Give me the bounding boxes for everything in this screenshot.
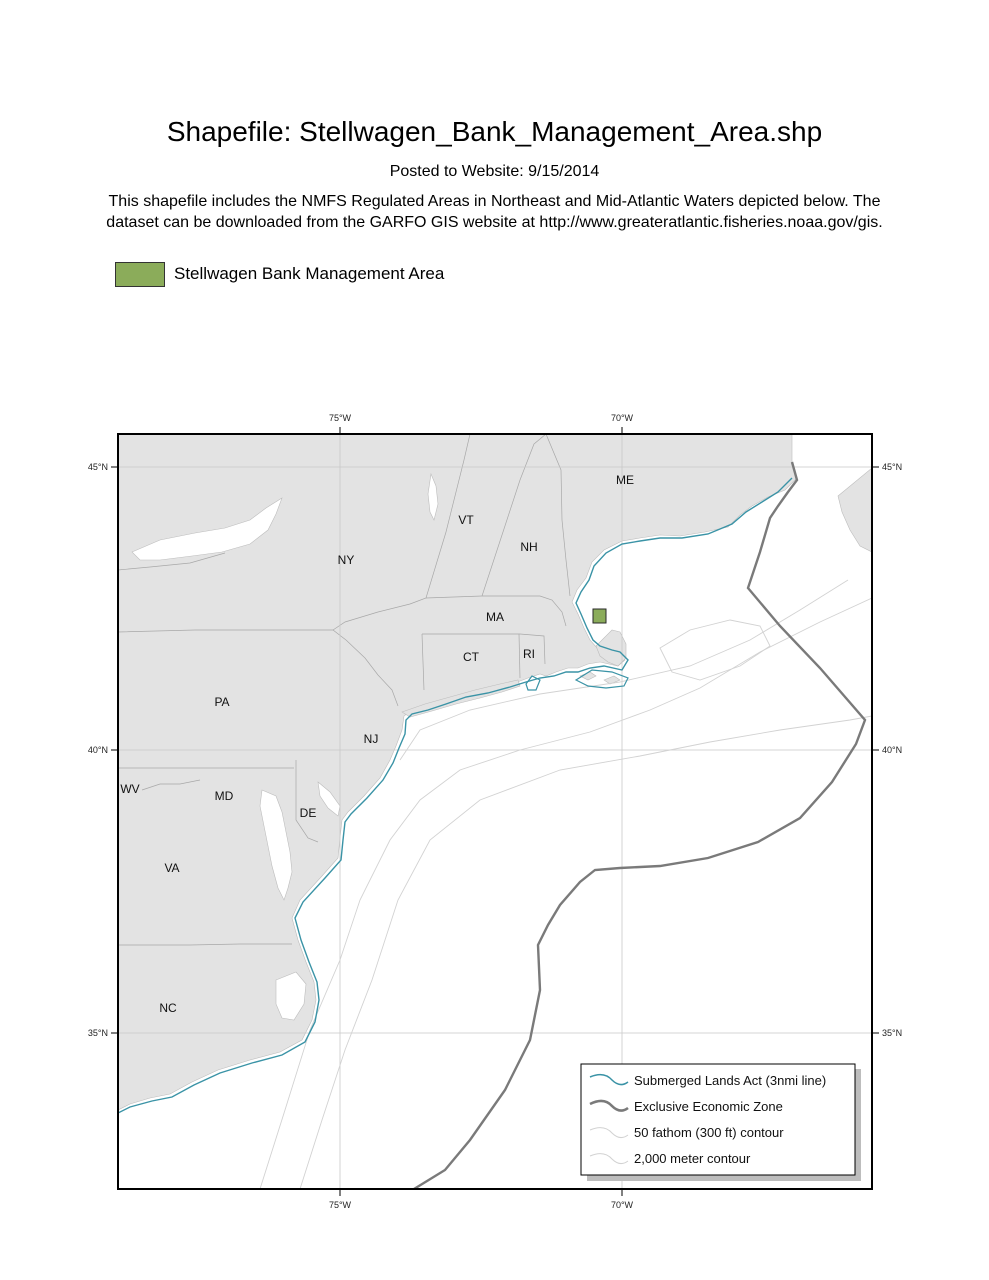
legend-eez-label: Exclusive Economic Zone bbox=[634, 1099, 783, 1114]
state-label-nc: NC bbox=[159, 1001, 177, 1015]
state-label-me: ME bbox=[616, 473, 634, 487]
tick-right-45n: 45°N bbox=[882, 462, 903, 472]
area-legend-label: Stellwagen Bank Management Area bbox=[174, 264, 445, 283]
state-label-de: DE bbox=[299, 806, 317, 820]
state-label-va: VA bbox=[164, 861, 180, 875]
tick-bottom-70w: 70°W bbox=[610, 1200, 634, 1210]
tick-bottom-75w: 75°W bbox=[328, 1200, 352, 1210]
legend-meter-label: 2,000 meter contour bbox=[634, 1151, 751, 1166]
tick-top-75w: 75°W bbox=[328, 413, 352, 423]
state-label-vt: VT bbox=[458, 513, 474, 527]
tick-left-35n: 35°N bbox=[87, 1028, 108, 1038]
page-title: Shapefile: Stellwagen_Bank_Management_Area.shp bbox=[166, 116, 823, 147]
stellwagen-bank-area bbox=[593, 609, 606, 623]
state-label-ri: RI bbox=[523, 647, 535, 661]
state-label-wv: WV bbox=[120, 782, 140, 796]
state-label-ct: CT bbox=[463, 650, 479, 664]
state-label-nh: NH bbox=[520, 540, 538, 554]
tick-left-45n: 45°N bbox=[87, 462, 108, 472]
state-label-ma: MA bbox=[486, 610, 504, 624]
legend-fathom-label: 50 fathom (300 ft) contour bbox=[634, 1125, 784, 1140]
tick-right-35n: 35°N bbox=[882, 1028, 903, 1038]
description-line-1: This shapefile includes the NMFS Regulated Areas in Northeast and Mid-Atlantic Waters depicted below. The bbox=[108, 193, 881, 210]
posted-date: Posted to Website: 9/15/2014 bbox=[389, 163, 600, 180]
legend-sla-label: Submerged Lands Act (3nmi line) bbox=[634, 1073, 827, 1088]
tick-top-70w: 70°W bbox=[610, 413, 634, 423]
map-legend bbox=[581, 1064, 861, 1181]
state-label-md: MD bbox=[214, 789, 234, 803]
state-label-ny: NY bbox=[337, 553, 355, 567]
description-line-2: dataset can be downloaded from the GARFO GIS website at http://www.greateratlantic.fisheries.noaa.gov/gis. bbox=[106, 214, 883, 231]
state-label-pa: PA bbox=[214, 695, 230, 709]
state-label-nj: NJ bbox=[363, 732, 379, 746]
tick-left-40n: 40°N bbox=[87, 745, 108, 755]
tick-right-40n: 40°N bbox=[882, 745, 903, 755]
